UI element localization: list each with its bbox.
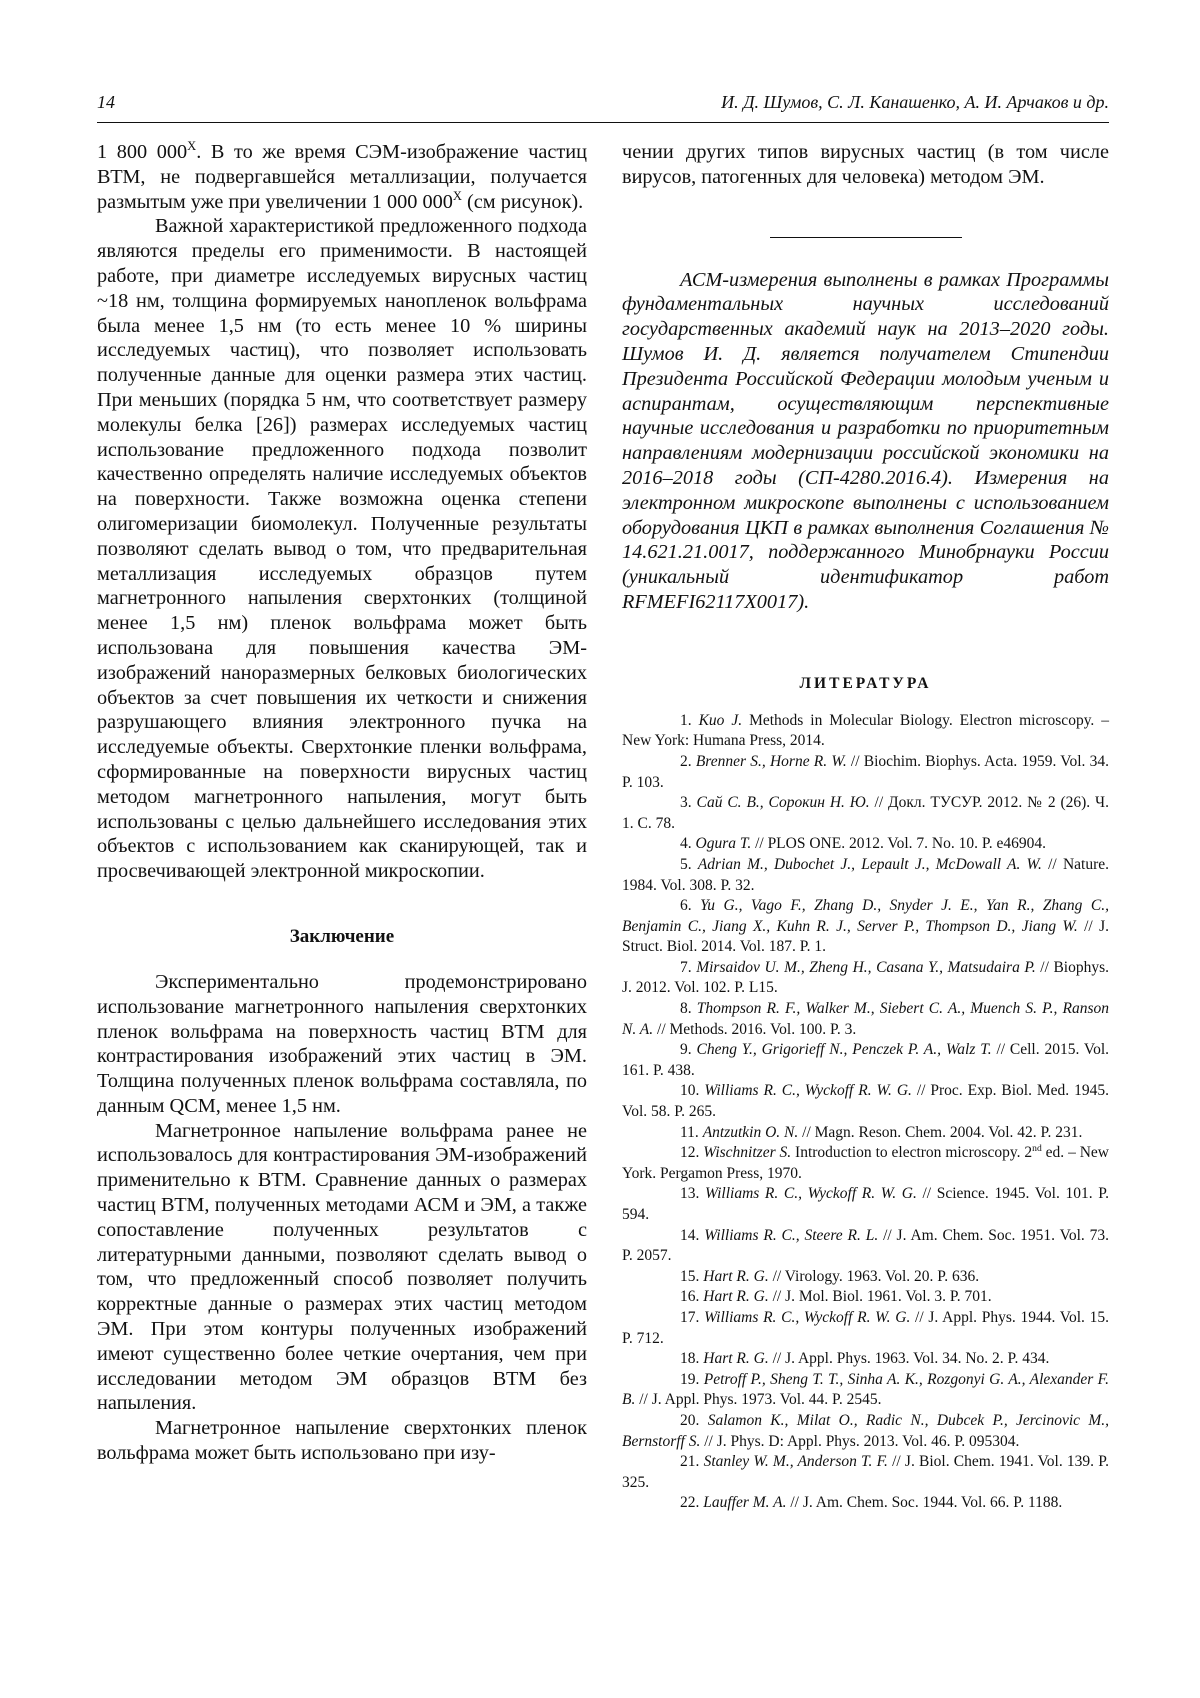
reference-text: Introduction to electron microscopy. 2 bbox=[791, 1144, 1033, 1162]
reference-item bbox=[622, 834, 1109, 855]
header-rule bbox=[97, 122, 1109, 123]
reference-number: 5. bbox=[680, 855, 692, 873]
reference-text: // Magn. Reson. Chem. 2004. Vol. 42. P. 231. bbox=[798, 1123, 1083, 1141]
reference-item bbox=[622, 1370, 1109, 1411]
reference-number: 13. bbox=[680, 1185, 700, 1203]
reference-authors: Stanley W. M., Anderson T. F. bbox=[703, 1453, 888, 1471]
reference-text: // PLOS ONE. 2012. Vol. 7. No. 10. P. e46904. bbox=[751, 835, 1047, 853]
reference-number: 9. bbox=[680, 1041, 692, 1059]
reference-text: // J. Biol. Chem. 1941. Vol. 139. P. 325. bbox=[622, 1453, 1109, 1491]
reference-authors: Hart R. G. bbox=[703, 1350, 769, 1368]
reference-text: // Cell. 2015. Vol. 161. P. 438. bbox=[622, 1041, 1110, 1079]
reference-number: 8. bbox=[680, 1000, 692, 1018]
reference-item bbox=[622, 1308, 1109, 1349]
references-list bbox=[622, 711, 1109, 1514]
reference-item bbox=[622, 1226, 1109, 1267]
reference-text: // J. Appl. Phys. 1944. Vol. 15. P. 712. bbox=[622, 1308, 1109, 1347]
reference-text: // J. Appl. Phys. 1963. Vol. 34. No. 2. P. 434. bbox=[768, 1350, 1050, 1368]
reference-number: 18. bbox=[680, 1350, 700, 1368]
reference-authors: Wischnitzer S. bbox=[703, 1144, 792, 1162]
reference-number: 17. bbox=[680, 1308, 700, 1326]
section-divider bbox=[770, 237, 962, 238]
reference-item bbox=[622, 1081, 1109, 1122]
magnification-sup: X bbox=[187, 139, 197, 154]
reference-authors: Yu G., Vago F., Zhang D., Snyder J. E., Yan R., Zhang C., Benjamin C., Jiang X., Kuhn R. J., Server P., Thompson D., Jiang W. bbox=[622, 897, 1109, 935]
reference-number: 10. bbox=[680, 1082, 700, 1100]
reference-authors: Thompson R. F., Walker M., Siebert C. A., Muench S. P., Ranson N. A. bbox=[622, 1000, 1110, 1038]
reference-item bbox=[622, 1184, 1109, 1225]
paragraph-applicability: Важной характеристикой предложенного подхода являются пределы его применимости. В настоящей работе, при диаметре исследуемых вирусных частиц ~18 нм, толщина формируемых нанопленок вольфрама была менее 1,5 нм (то есть менее 10 % ширины исследуемых частиц), что позволяет использовать полученные данные для оценки размера этих частиц. При меньших (порядка 5 нм, что соответствует размеру молекулы белка [26]) размерах исследуемых частиц использование предложенного подхода позволит качественно определять наличие исследуемых объектов на поверхности. Также возможна оценка степени олигомеризации биомолекул. Полученные результаты позволяют сделать вывод о том, что предварительная металлизация исследуемых образцов путем магнетронного напыления сверхтонких (толщиной менее 1,5 нм) пленок вольфрама может быть использована для повышения качества ЭМ-изображений наноразмерных белковых биологических объектов за счет повышения их четкости и снижения разрушающего влияния электронного пучка на исследуемые объекты. Сверхтонкие пленки вольфрама, сформированные на поверхности вирусных частиц методом магнетронного напыления, могут быть использованы с целью дальнейшего исследования этих объектов с использованием как сканирующей, так и просвечивающей электронной микроскопии. bbox=[97, 215, 587, 883]
reference-number: 1. bbox=[680, 711, 692, 729]
reference-text: // J. Appl. Phys. 1973. Vol. 44. P. 2545. bbox=[635, 1391, 882, 1409]
reference-authors: Adrian M., Dubochet J., Lepault J., McDowall A. W. bbox=[697, 855, 1042, 873]
reference-number: 12. bbox=[680, 1144, 700, 1162]
reference-text: // Biochim. Biophys. Acta. 1959. Vol. 34. P. 103. bbox=[622, 752, 1109, 791]
reference-number: 7. bbox=[680, 958, 692, 976]
reference-text: // J. Struct. Biol. 2014. Vol. 187. P. 1. bbox=[622, 917, 1109, 956]
conclusion-paragraph-1: Экспериментально продемонстрировано использование магнетронного напыления сверхтонких пленок вольфрама на поверхность частиц ВТМ для контрастирования изображений этих частиц в ЭМ. Толщина полученных пленок вольфрама составляла, по данным QCM, менее 1,5 нм. bbox=[97, 970, 587, 1117]
page-number: 14 bbox=[97, 92, 115, 112]
acknowledgment bbox=[622, 268, 1109, 615]
left-column bbox=[97, 140, 587, 1466]
magnification-text-b: (см рисунок). bbox=[461, 190, 584, 213]
magnification-value: 1 800 000 bbox=[97, 141, 188, 163]
reference-item bbox=[622, 1143, 1109, 1184]
magnification-sup-2: X bbox=[452, 188, 462, 203]
reference-authors: Petroff P., Sheng T. T., Sinha A. K., Rozgonyi G. A., Alexander F. B. bbox=[622, 1370, 1109, 1409]
reference-authors: Hart R. G. bbox=[703, 1288, 769, 1306]
conclusion-heading: Заключение bbox=[289, 925, 395, 947]
reference-authors: Kuo J. bbox=[698, 711, 743, 729]
reference-text: // Докл. ТУСУР. 2012. № 2 (26). Ч. 1. С. 78. bbox=[622, 794, 1110, 832]
reference-item bbox=[622, 1123, 1109, 1144]
reference-item bbox=[622, 1411, 1109, 1452]
reference-item bbox=[622, 1040, 1109, 1081]
reference-authors: Lauffer M. A. bbox=[703, 1494, 787, 1512]
reference-authors: Сай С. В., Сорокин Н. Ю. bbox=[696, 794, 870, 812]
conclusion-paragraph-3: Магнетронное напыление сверхтонких пленок вольфрама может быть использовано при изу- bbox=[97, 1417, 587, 1465]
reference-item bbox=[622, 999, 1109, 1040]
reference-number: 4. bbox=[680, 835, 692, 853]
right-column bbox=[622, 140, 1109, 1514]
reference-number: 22. bbox=[680, 1494, 700, 1512]
reference-authors: Williams R. C., Wyckoff R. W. G. bbox=[705, 1185, 917, 1203]
references-heading: ЛИТЕРАТУРА bbox=[799, 674, 932, 692]
reference-sup: nd bbox=[1032, 1143, 1042, 1155]
reference-number: 2. bbox=[680, 752, 692, 770]
reference-text: // Virology. 1963. Vol. 20. P. 636. bbox=[768, 1267, 980, 1285]
reference-authors: Cheng Y., Grigorieff N., Penczek P. A., Walz T. bbox=[696, 1041, 992, 1059]
reference-number: 11. bbox=[680, 1123, 699, 1141]
reference-authors: Williams R. C., Wyckoff R. W. G. bbox=[704, 1082, 912, 1100]
reference-number: 6. bbox=[680, 897, 692, 915]
reference-authors: Salamon K., Milat O., Radic N., Dubcek P., Jercinovic M., Bernstorff S. bbox=[622, 1411, 1110, 1450]
reference-item bbox=[622, 1452, 1109, 1493]
reference-authors: Williams R. C., Wyckoff R. W. G. bbox=[704, 1308, 911, 1326]
reference-item bbox=[622, 896, 1109, 958]
reference-item bbox=[622, 958, 1109, 999]
reference-item bbox=[622, 711, 1109, 752]
reference-text: // J. Am. Chem. Soc. 1951. Vol. 73. P. 2057. bbox=[622, 1226, 1109, 1265]
reference-text: Methods in Molecular Biology. Electron microscopy. – New York: Humana Press, 2014. bbox=[622, 711, 1110, 750]
reference-text: // J. Mol. Biol. 1961. Vol. 3. P. 701. bbox=[768, 1288, 992, 1306]
reference-number: 19. bbox=[680, 1370, 700, 1388]
reference-authors: Antzutkin O. N. bbox=[702, 1123, 799, 1141]
reference-item bbox=[622, 1493, 1109, 1514]
reference-text: // Science. 1945. Vol. 101. P. 594. bbox=[622, 1185, 1110, 1223]
reference-text: // Methods. 2016. Vol. 100. P. 3. bbox=[653, 1020, 857, 1038]
reference-number: 3. bbox=[680, 794, 692, 812]
conclusion-paragraph-2: Магнетронное напыление вольфрама ранее не использовалось для контрастирования ЭМ-изображений применительно к ВТМ. Сравнение данных о размерах частиц ВТМ, полученных методами АСМ и ЭМ, а также сопоставление полученных результатов с литературными данными, позволяют сделать вывод о том, что предложенный способ позволяет получить корректные данные о размерах этих частиц методом ЭМ. При этом контуры полученных изображений имеют существенно более четкие очертания, чем при исследовании методом ЭМ образцов ВТМ без напыления. bbox=[97, 1119, 587, 1415]
reference-authors: Williams R. C., Steere R. L. bbox=[704, 1226, 879, 1244]
paragraph-magnification bbox=[97, 140, 587, 214]
reference-text: // J. Am. Chem. Soc. 1944. Vol. 66. P. 1188. bbox=[786, 1494, 1063, 1512]
reference-authors: Hart R. G. bbox=[703, 1267, 769, 1285]
reference-authors: Brenner S., Horne R. W. bbox=[695, 752, 847, 770]
running-header-authors: И. Д. Шумов, С. Л. Канашенко, А. И. Арчаков и др. bbox=[721, 92, 1109, 112]
reference-item bbox=[622, 1287, 1109, 1308]
reference-authors: Ogura T. bbox=[695, 835, 752, 853]
reference-number: 14. bbox=[680, 1226, 700, 1244]
reference-item bbox=[622, 1267, 1109, 1288]
reference-item bbox=[622, 855, 1109, 896]
acknowledgment-text: АСМ-измерения выполнены в рамках Программы фундаментальных научных исследований государственных академий наук на 2013–2020 годы. Шумов И. Д. является получателем Стипендии Президента Российской Федерации молодым ученым и аспирантам, осуществляющим перспективные научные исследования и разработки по приоритетным направлениям модернизации российской экономики на 2016–2018 годы (СП-4280.2016.4). Измерения на электронном микроскопе выполнены с использованием оборудования ЦКП в рамках выполнения Соглашения № 14.621.21.0017, поддержанного Минобрнауки России (уникальный идентификатор работ RFMEFI62117X0017). bbox=[622, 268, 1109, 613]
reference-text: // Proc. Exp. Biol. Med. 1945. Vol. 58. P. 265. bbox=[622, 1082, 1109, 1121]
reference-item bbox=[622, 1349, 1109, 1370]
reference-number: 21. bbox=[680, 1453, 700, 1471]
reference-item bbox=[622, 752, 1109, 793]
reference-number: 15. bbox=[680, 1267, 700, 1285]
reference-text-2: ed. – New York. Pergamon Press, 1970. bbox=[622, 1144, 1109, 1182]
reference-item bbox=[622, 793, 1109, 834]
paragraph-continuation: чении других типов вирусных частиц (в том числе вирусов, патогенных для человека) методом ЭМ. bbox=[622, 141, 1109, 188]
reference-number: 16. bbox=[680, 1288, 700, 1306]
reference-text: // J. Phys. D: Appl. Phys. 2013. Vol. 46. P. 095304. bbox=[700, 1432, 1020, 1450]
reference-authors: Mirsaidov U. M., Zheng H., Casana Y., Matsudaira P. bbox=[696, 958, 1036, 976]
reference-text: // Biophys. J. 2012. Vol. 102. P. L15. bbox=[622, 958, 1109, 997]
reference-number: 20. bbox=[680, 1411, 700, 1429]
magnification-text-a: . В то же время СЭМ-изображение частиц ВТМ, не подвергавшейся металлизации, получается размытым уже при увеличении 1 000 000 bbox=[97, 141, 587, 213]
reference-text: // Nature. 1984. Vol. 308. P. 32. bbox=[622, 855, 1109, 894]
